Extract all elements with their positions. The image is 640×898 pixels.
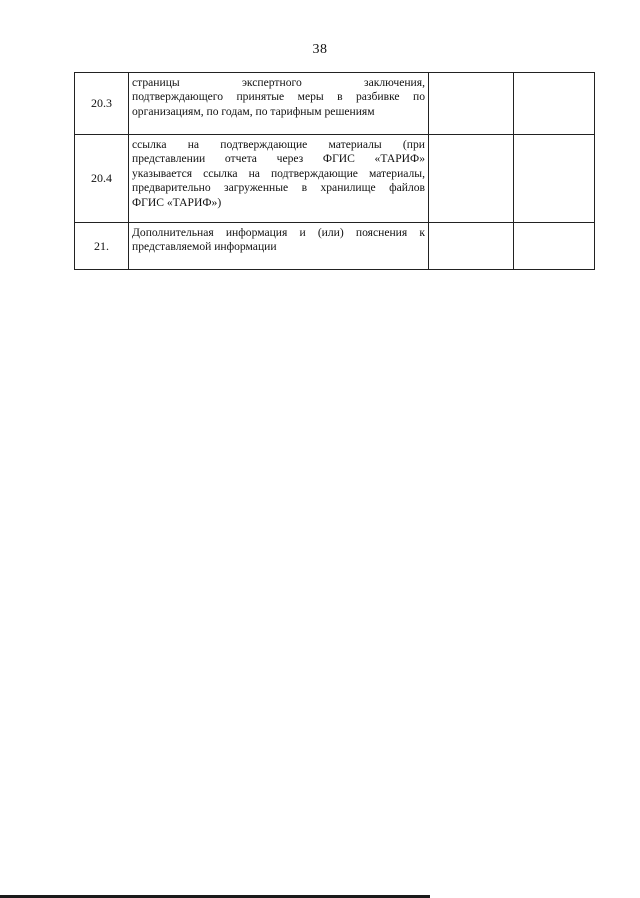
- empty-cell: [514, 73, 595, 135]
- empty-cell: [514, 135, 595, 223]
- description-line: Дополнительная информация и (или) пояснения к: [132, 226, 425, 239]
- row-description: [129, 73, 429, 135]
- row-number: 20.3: [75, 73, 129, 135]
- description-line: указывается ссылка на подтверждающие материалы,: [132, 166, 425, 180]
- empty-cell: [429, 73, 514, 135]
- page-number: 38: [312, 42, 328, 57]
- description-line: предварительно загруженные в хранилище файлов: [132, 181, 425, 195]
- description-line: представляемой информации: [132, 240, 277, 254]
- table-row: [75, 223, 595, 270]
- description-line: подтверждающего принятые меры в разбивке по: [132, 90, 425, 104]
- description-line: организациям, по годам, по тарифным решениям: [132, 104, 375, 118]
- empty-cell: [514, 223, 595, 270]
- report-table: [74, 72, 595, 270]
- table-row: [75, 73, 595, 135]
- table-row: [75, 135, 595, 223]
- row-description: [129, 223, 429, 270]
- description-line: ссылка на подтверждающие материалы (при: [132, 138, 425, 151]
- row-description: [129, 135, 429, 223]
- empty-cell: [429, 223, 514, 270]
- description-line: страницы экспертного заключения,: [132, 76, 425, 89]
- description-line: ФГИС «ТАРИФ»): [132, 195, 222, 209]
- row-number: 21.: [75, 223, 129, 270]
- row-number: 20.4: [75, 135, 129, 223]
- empty-cell: [429, 135, 514, 223]
- description-line: представлении отчета через ФГИС «ТАРИФ»: [132, 152, 425, 166]
